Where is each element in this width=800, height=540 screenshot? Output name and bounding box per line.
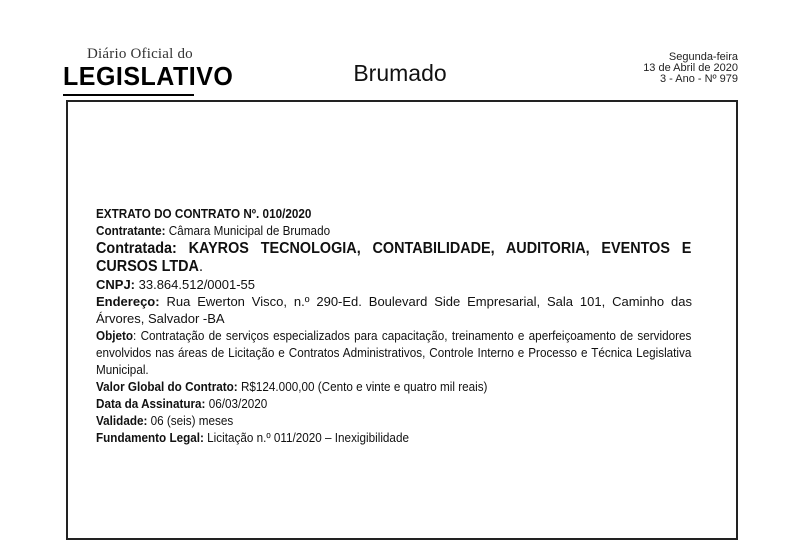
brand-underline [63,94,194,96]
brand-top-text: Diário Oficial do [87,46,193,62]
cnpj-line: CNPJ: 33.864.512/0001-55 [96,277,256,292]
objeto-line: Objeto: Contratação de serviços especializados para capacitação, treinamento e aperfeiçoamento de servidores envolvidos nas áreas de Licitação e Contratos Administrativos, Controle Interno e Processo e Técnica Legislativa Municipal. [96,328,692,377]
data-assinatura-line: Data da Assinatura: 06/03/2020 [96,396,268,411]
contratada-line: Contratada: KAYROS TECNOLOGIA, CONTABILIDADE, AUDITORIA, EVENTOS E CURSOS LTDA. [96,240,692,275]
issue-date: 13 de Abril de 2020 [643,62,738,74]
endereco-line: Endereço: Rua Ewerton Visco, n.º 290-Ed. Boulevard Side Empresarial, Sala 101, Caminho das Árvores, Salvador -BA [96,294,692,326]
date-block [643,52,738,85]
edition-number: 3 - Ano - Nº 979 [659,73,738,85]
validade-line: Validade: 06 (seis) meses [96,413,234,428]
fundamento-line: Fundamento Legal: Licitação n.º 011/2020 – Inexigibilidade [96,430,409,445]
weekday: Segunda-feira [668,51,738,63]
valor-line: Valor Global do Contrato: R$124.000,00 (Cento e vinte e quatro mil reais) [96,379,488,394]
extract-title: EXTRATO DO CONTRATO Nº. 010/2020 [96,206,312,221]
city-title: Brumado [353,60,447,86]
contract-extract [96,205,692,446]
brand-logo-text: LEGISLATIVO [63,62,234,92]
contratante-line: Contratante: Câmara Municipal de Brumado [96,223,331,238]
